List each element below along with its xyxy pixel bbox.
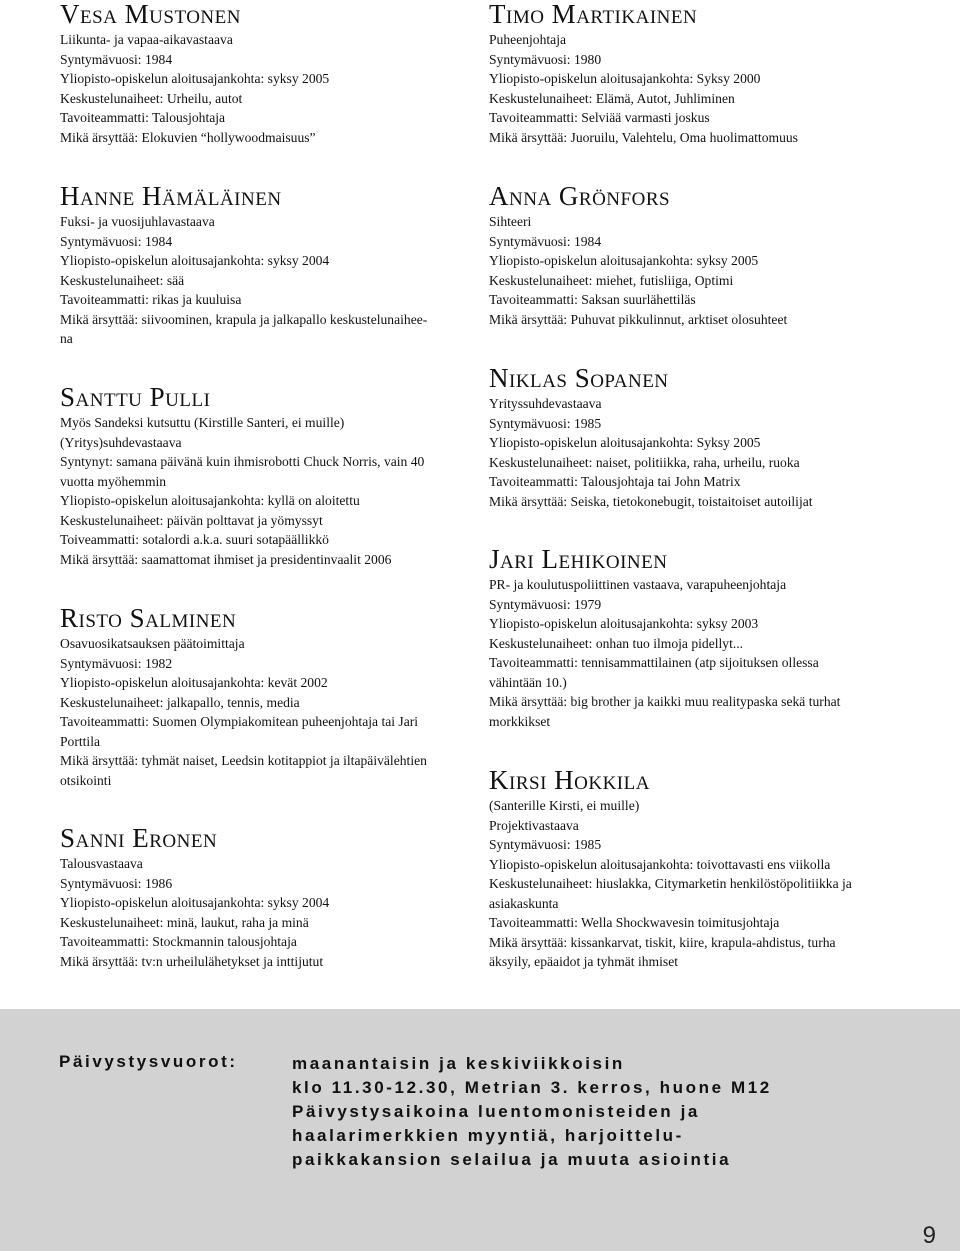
person-detail: Yliopisto-opiskelun aloitusajankohta: kevät 2002 [60,675,328,690]
person-detail: Tavoiteammatti: Talousjohtaja tai John Matrix [489,474,741,489]
person-detail: Tavoiteammatti: Saksan suurlähettiläs [489,292,696,307]
person-detail: vähintään 10.) [489,674,567,690]
person-detail: Syntymävuosi: 1985 [489,415,602,431]
person-detail: Tavoiteammatti: Suomen Olympiakomitean puheenjohtaja tai Jari [60,714,419,729]
person-detail: Keskustelunaiheet: hiuslakka, Citymarketin henkilöstöpolitiikka ja [489,876,852,891]
person-detail: Mikä ärsyttää: tyhmät naiset, Leedsin kotitappiot ja iltapäivälehtien [60,753,427,768]
person-jari-lehikoinen [489,545,909,731]
person-detail: Syntymävuosi: 1984 [60,51,173,67]
person-name: Hanne Hämäläinen [60,181,282,211]
person-detail: Keskustelunaiheet: onhan tuo ilmoja pidellyt... [489,635,744,651]
person-detail: Mikä ärsyttää: kissankarvat, tiskit, kiire, krapula-ahdistus, turha [489,934,836,950]
person-detail: Yliopisto-opiskelun aloitusajankohta: syksy 2003 [489,616,759,631]
person-detail: Yliopisto-opiskelun aloitusajankohta: Syksy 2000 [489,71,761,86]
person-detail: Mikä ärsyttää: Elokuvien “hollywoodmaisuus” [60,129,316,145]
person-detail: Mikä ärsyttää: Seiska, tietokonebugit, toistaitoiset autoilijat [489,493,813,509]
person-role: Liikunta- ja vapaa-aikavastaava [60,32,233,47]
person-detail: Tavoiteammatti: tennisammattilainen (atp sijoituksen ollessa [489,655,819,670]
person-detail: Tavoiteammatti: Stockmannin talousjohtaja [60,934,297,949]
person-name: Niklas Sopanen [489,363,669,393]
person-detail: Yliopisto-opiskelun aloitusajankohta: syksy 2004 [60,253,330,268]
person-kirsi-hokkila [489,766,909,972]
person-name: Jari Lehikoinen [489,544,668,574]
person-detail: Syntymävuosi: 1986 [60,875,173,891]
person-role: Puheenjohtaja [489,32,567,47]
person-detail: otsikointi [60,772,112,788]
person-name: Timo Martikainen [489,0,698,29]
office-hours-line: maanantaisin ja keskiviikkoisin [292,1054,625,1073]
office-hours-line: paikkakansion selailua ja muuta asiointia [292,1150,732,1169]
person-detail: Mikä ärsyttää: tv:n urheilulähetykset ja inttijutut [60,953,324,969]
person-detail: na [60,331,73,346]
person-detail: äksyily, epäaidot ja tyhmät ihmiset [489,954,679,969]
person-detail: Tavoiteammatti: Wella Shockwavesin toimitusjohtaja [489,915,780,930]
person-detail: Tavoiteammatti: rikas ja kuuluisa [60,292,242,307]
person-detail: Toiveammatti: sotalordi a.k.a. suuri sotapäällikkö [60,532,329,547]
person-name: Risto Salminen [60,603,237,633]
person-role: (Santerille Kirsti, ei muille) [489,798,640,813]
person-detail: Yliopisto-opiskelun aloitusajankohta: syksy 2005 [60,71,330,86]
person-detail: Mikä ärsyttää: Juoruilu, Valehtelu, Oma huolimattomuus [489,129,798,145]
person-detail: Keskustelunaiheet: miehet, futisliiga, Optimi [489,272,734,288]
person-detail: Syntynyt: samana päivänä kuin ihmisrobotti Chuck Norris, vain 40 [60,454,425,469]
person-name: Anna Grönfors [489,181,671,211]
office-hours-text [292,1052,772,1172]
person-role: Talousvastaava [60,856,143,871]
person-anna-gronfors [489,182,909,329]
person-role: Myös Sandeksi kutsuttu (Kirstille Santeri, ei muille) [60,415,345,430]
person-vesa-mustonen [60,0,480,147]
person-detail: Yliopisto-opiskelun aloitusajankohta: Syksy 2005 [489,435,761,450]
person-role: PR- ja koulutuspoliittinen vastaava, varapuheenjohtaja [489,577,787,592]
person-detail: Mikä ärsyttää: siivoominen, krapula ja jalkapallo keskustelunaihee- [60,311,428,327]
person-hanne-hamalainen [60,182,480,349]
office-hours-label: Päivystysvuorot: [59,1052,238,1071]
person-detail: Mikä ärsyttää: big brother ja kaikki muu realitypaska sekä turhat [489,694,841,709]
person-detail: Keskustelunaiheet: naiset, politiikka, raha, urheilu, ruoka [489,454,800,470]
office-hours-line: haalarimerkkien myyntiä, harjoittelu- [292,1126,684,1145]
person-santtu-pulli [60,383,480,569]
person-role: Sihteeri [489,214,532,229]
person-detail: Mikä ärsyttää: Puhuvat pikkulinnut, arktiset olosuhteet [489,311,788,327]
person-detail: Syntymävuosi: 1984 [489,233,602,249]
person-detail: Syntymävuosi: 1985 [489,837,602,852]
person-role: Osavuosikatsauksen päätoimittaja [60,636,245,651]
person-detail: Keskustelunaiheet: sää [60,272,185,288]
person-detail: (Yritys)suhdevastaava [60,434,182,450]
person-detail: Syntymävuosi: 1979 [489,596,602,612]
person-detail: vuotta myöhemmin [60,473,167,489]
person-timo-martikainen [489,0,909,147]
person-detail: Yliopisto-opiskelun aloitusajankohta: kyllä on aloitettu [60,493,360,508]
person-detail: asiakaskunta [489,895,559,911]
page-number: 9 [922,1222,936,1249]
person-detail: Syntymävuosi: 1984 [60,233,173,249]
person-detail: Tavoiteammatti: Talousjohtaja [60,110,226,125]
person-role: Fuksi- ja vuosijuhlavastaava [60,214,215,229]
person-detail: Yliopisto-opiskelun aloitusajankohta: syksy 2005 [489,253,759,268]
person-name: Vesa Mustonen [60,0,241,29]
person-detail: Projektivastaava [489,817,579,833]
person-sanni-eronen [60,824,480,971]
person-detail: Mikä ärsyttää: saamattomat ihmiset ja presidentinvaalit 2006 [60,551,392,567]
person-detail: Syntymävuosi: 1982 [60,655,173,671]
person-detail: Yliopisto-opiskelun aloitusajankohta: toivottavasti ens viikolla [489,856,831,872]
office-hours-line: klo 11.30-12.30, Metrian 3. kerros, huone M12 [292,1078,772,1097]
office-hours-line: Päivystysaikoina luentomonisteiden ja [292,1102,700,1121]
person-risto-salminen [60,604,480,790]
person-detail: Yliopisto-opiskelun aloitusajankohta: syksy 2004 [60,895,330,910]
person-detail: Keskustelunaiheet: päivän polttavat ja yömyssyt [60,512,323,528]
person-detail: Keskustelunaiheet: Elämä, Autot, Juhliminen [489,90,735,106]
person-name: Kirsi Hokkila [489,765,650,795]
person-detail: Keskustelunaiheet: minä, laukut, raha ja minä [60,914,309,930]
person-detail: morkkikset [489,713,551,729]
person-role: Yrityssuhdevastaava [489,396,602,411]
person-detail: Porttila [60,733,101,749]
person-detail: Tavoiteammatti: Selviää varmasti joskus [489,110,710,125]
person-detail: Keskustelunaiheet: jalkapallo, tennis, media [60,694,300,710]
person-detail: Keskustelunaiheet: Urheilu, autot [60,90,243,106]
person-niklas-sopanen [489,364,909,511]
person-name: Sanni Eronen [60,823,218,853]
person-name: Santtu Pulli [60,382,211,412]
person-detail: Syntymävuosi: 1980 [489,51,602,67]
